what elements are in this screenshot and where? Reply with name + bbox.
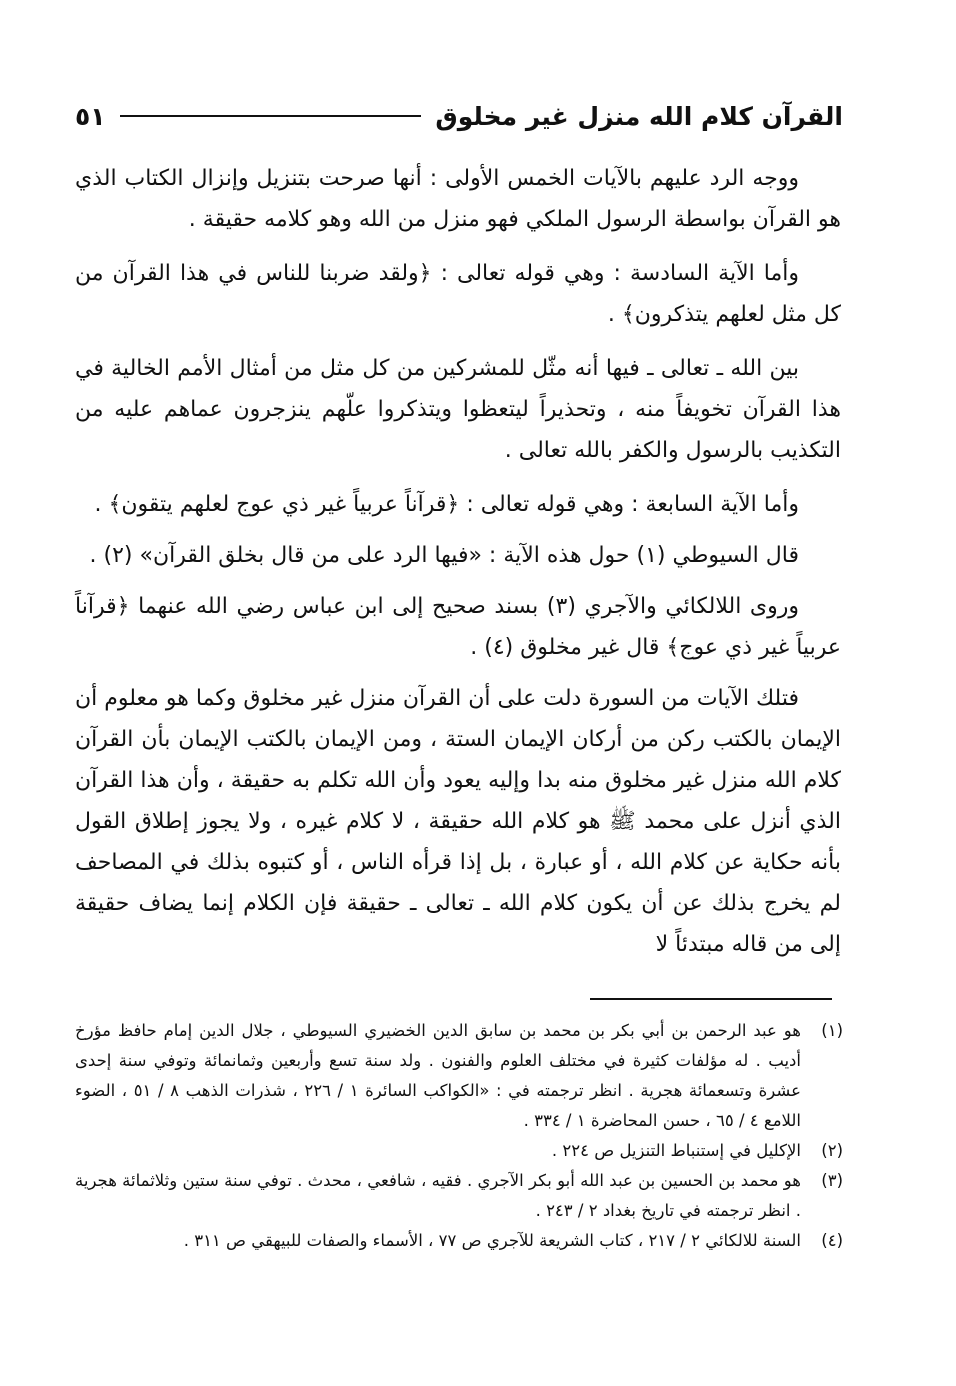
- paragraph-4: وأما الآية السابعة : وهي قوله تعالى : ﴿قرآناً عربياً غير ذي عوج لعلهم يتقون﴾ .: [94, 492, 799, 517]
- footnote-3: [75, 1166, 843, 1226]
- footnote-separator: [590, 998, 832, 1000]
- paragraph-1: ووجه الرد عليهم بالآيات الخمس الأولى : أنها صرحت بتنزيل وإنزال الكتاب الذي هو القرآن بواسطة الرسول الملكي فهو منزل من الله وهو كلامه حقيقة .: [75, 166, 841, 232]
- footnote-4: [75, 1226, 843, 1256]
- footnote-text: هو محمد بن الحسين بن عبد الله أبو بكر الآجري . فقيه ، شافعي ، محدث . توفي سنة ستين وثلاثمائة هجرية . انظر ترجمته في تاريخ بغداد ٢ / ٢٤٣ .: [75, 1171, 801, 1220]
- footnote-number: (٣): [821, 1171, 843, 1190]
- footnote-text: الإكليل في إستنباط التنزيل ص ٢٢٤ .: [551, 1141, 801, 1160]
- running-header-title: القرآن كلام الله منزل غير مخلوق: [435, 101, 843, 131]
- page-number: ٥١: [75, 101, 106, 131]
- footnote-number: (٢): [821, 1141, 843, 1160]
- footnote-text: هو عبد الرحمن بن أبي بكر بن محمد بن سابق الدين الخضيري السيوطي ، جلال الدين إمام حافظ مؤرخ أديب . له مؤلفات كثيرة في مختلف العلوم والفنون . ولد سنة تسع وأربعين وثمانمائة وتوفي سنة إحدى عشرة وتسعمائة هجرية . انظر ترجمته في : «الكواكب السائرة ١ / ٢٢٦ ، شذرات الذهب ٨ / ٥١ ، الضوء اللامع ٤ / ٦٥ ، حسن المحاضرة ١ / ٣٣٤ .: [75, 1021, 801, 1130]
- footnote-text: السنة للالكائي ٢ / ٢١٧ ، كتاب الشريعة للآجري ص ٧٧ ، الأسماء والصفات للبيهقي ص ٣١١ .: [183, 1231, 801, 1250]
- paragraph-2: وأما الآية السادسة : وهي قوله تعالى : ﴿ولقد ضربنا للناس في هذا القرآن من كل مثل لعلهم يتذكرون﴾ .: [75, 261, 841, 327]
- paragraph-7: فتلك الآيات من السورة دلت على أن القرآن منزل غير مخلوق وكما هو معلوم أن الإيمان بالكتب ركن من أركان الإيمان الستة ، ومن الإيمان بالكتب الإيمان بأن القرآن كلام الله منزل غير مخلوق منه بدا وإليه يعود وأن الله تكلم به حقيقة ، وأن هذا القرآن الذي أنزل على محمد ﷺ هو كلام الله حقيقة ، لا كلام غيره ، ولا يجوز إطلاق القول بأنه حكاية عن كلام الله ، أو عبارة ، بل إذا قرأه الناس ، أو كتبوه بذلك في المصاحف لم يخرج بذلك عن أن يكون كلام الله ـ تعالى ـ حقيقة فإن الكلام إنما يضاف حقيقة إلى من قاله مبتدئاً لا: [75, 686, 841, 957]
- footnote-number: (١): [821, 1021, 843, 1040]
- paragraph-3: بين الله ـ تعالى ـ فيها أنه مثّل للمشركين من كل مثل من أمثال الأمم الخالية في هذا القرآن تخويفاً منه ، وتحذيراً ليتعظوا ويتذكروا علّهم ينزجرون عماهم عليه من التكذيب بالرسول والكفر بالله تعالى .: [75, 356, 841, 463]
- footnote-1: [75, 1016, 843, 1136]
- paragraph-6: وروى اللالكائي والآجري (٣) بسند صحيح إلى ابن عباس رضي الله عنهما ﴿قرآناً عربياً غير ذي عوج﴾ قال غير مخلوق (٤) .: [75, 594, 841, 660]
- footnote-number: (٤): [821, 1231, 843, 1250]
- running-header: [75, 96, 843, 136]
- footnote-2: [75, 1136, 843, 1166]
- paragraph-5: قال السيوطي (١) حول هذه الآية : «فيها الرد على من قال بخلق القرآن» (٢) .: [89, 543, 799, 568]
- footnotes: [75, 1016, 843, 1256]
- main-text: [75, 158, 841, 979]
- header-rule: [120, 115, 422, 117]
